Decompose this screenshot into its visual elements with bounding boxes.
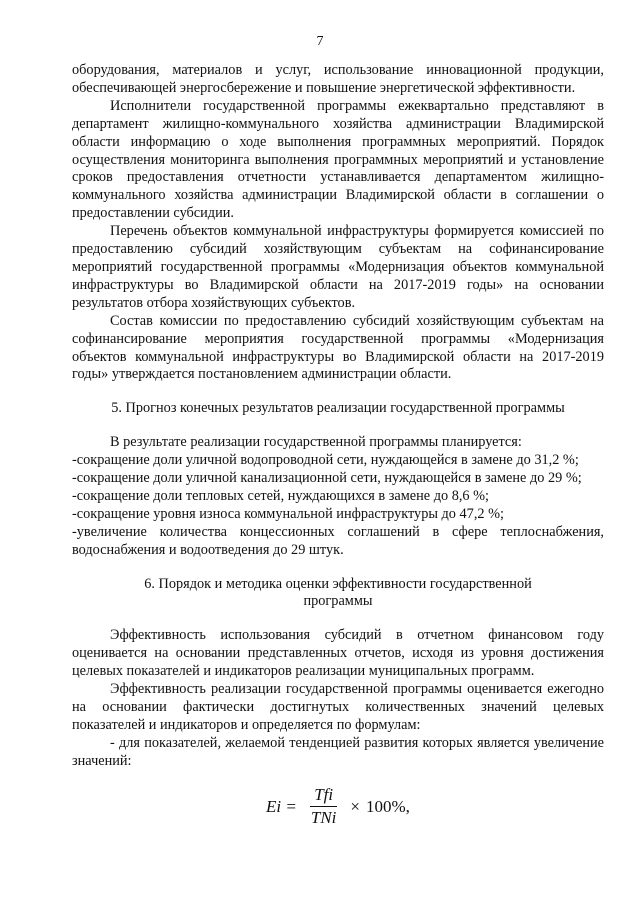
paragraph: Исполнители государственной программы ежеквартально представляют в департамент жилищно-коммунального хозяйства администрации Владимирской области информацию о ходе выполнения программных мероприятий. Порядок осуществления мониторинга выполнения программных мероприятий и установление сроков предоставления отчетности устанавливается департаментом жилищно-коммунального хозяйства администрации Владимирской области в соглашении о предоставлении субсидии.: [72, 97, 604, 222]
result-item: -сокращение доли тепловых сетей, нуждающихся в замене до 8,6 %;: [72, 487, 490, 504]
formula-numerator: Tfi: [310, 786, 337, 807]
paragraph: Эффективность реализации государственной программы оценивается ежегодно на основании фактически достигнутых количественных значений целевых показателей и индикаторов и определяется по формулам:: [72, 681, 604, 733]
paragraph: Эффективность использования субсидий в отчетном финансовом году оценивается на основании представленных отчетов, исходя из уровня достижения целевых показателей и индикаторов реализации муниципальных программ.: [72, 627, 604, 680]
result-item: -сокращение уровня износа коммунальной инфраструктуры до 47,2 %;: [72, 505, 505, 522]
page-number: 7: [316, 34, 324, 49]
efficiency-formula: [72, 777, 604, 837]
document-body: [72, 62, 604, 837]
paragraph: Состав комиссии по предоставлению субсидий хозяйствующим субъектам на софинансирование мероприятия государственной программы «Модернизация объектов коммунальной инфраструктуры во Владимирской области на 2017-2019 годы» утверждается постановлением администрации области.: [72, 312, 604, 383]
section-6-heading: 6. Порядок и методика оценки эффективности государственной программы: [144, 575, 532, 610]
formula-fraction: [307, 786, 341, 827]
formula-lhs: Ei =: [266, 796, 297, 816]
result-item: -сокращение доли уличной водопроводной сети, нуждающейся в замене до 31,2 %;: [72, 452, 579, 469]
paragraph: оборудования, материалов и услуг, использование инновационной продукции, обеспечивающей энергосбережение и повышение энергетической эффективности.: [72, 62, 604, 96]
paragraph: - для показателей, желаемой тенденцией развития которых является увеличение значений:: [72, 734, 604, 769]
section-5-heading: 5. Прогноз конечных результатов реализации государственной программы: [111, 400, 565, 417]
formula-times: ×: [350, 796, 361, 816]
section-5-intro: В результате реализации государственной программы планируется:: [110, 434, 522, 451]
paragraph: Перечень объектов коммунальной инфраструктуры формируется комиссией по предоставлению субсидий хозяйствующим субъектам на софинансирование мероприятий государственной программы «Модернизация объектов коммунальной инфраструктуры во Владимирской области на 2017-2019 годы» на основании результатов отбора хозяйствующих субъектов.: [72, 223, 604, 311]
result-item: -сокращение доли уличной канализационной сети, нуждающейся в замене до 29 %;: [72, 470, 582, 487]
result-item: -увеличение количества концессионных соглашений в сфере теплоснабжения, водоснабжения и водоотведения до 29 штук.: [72, 523, 604, 558]
formula-denominator: TNi: [310, 808, 337, 828]
formula-rhs: 100%,: [366, 796, 410, 816]
